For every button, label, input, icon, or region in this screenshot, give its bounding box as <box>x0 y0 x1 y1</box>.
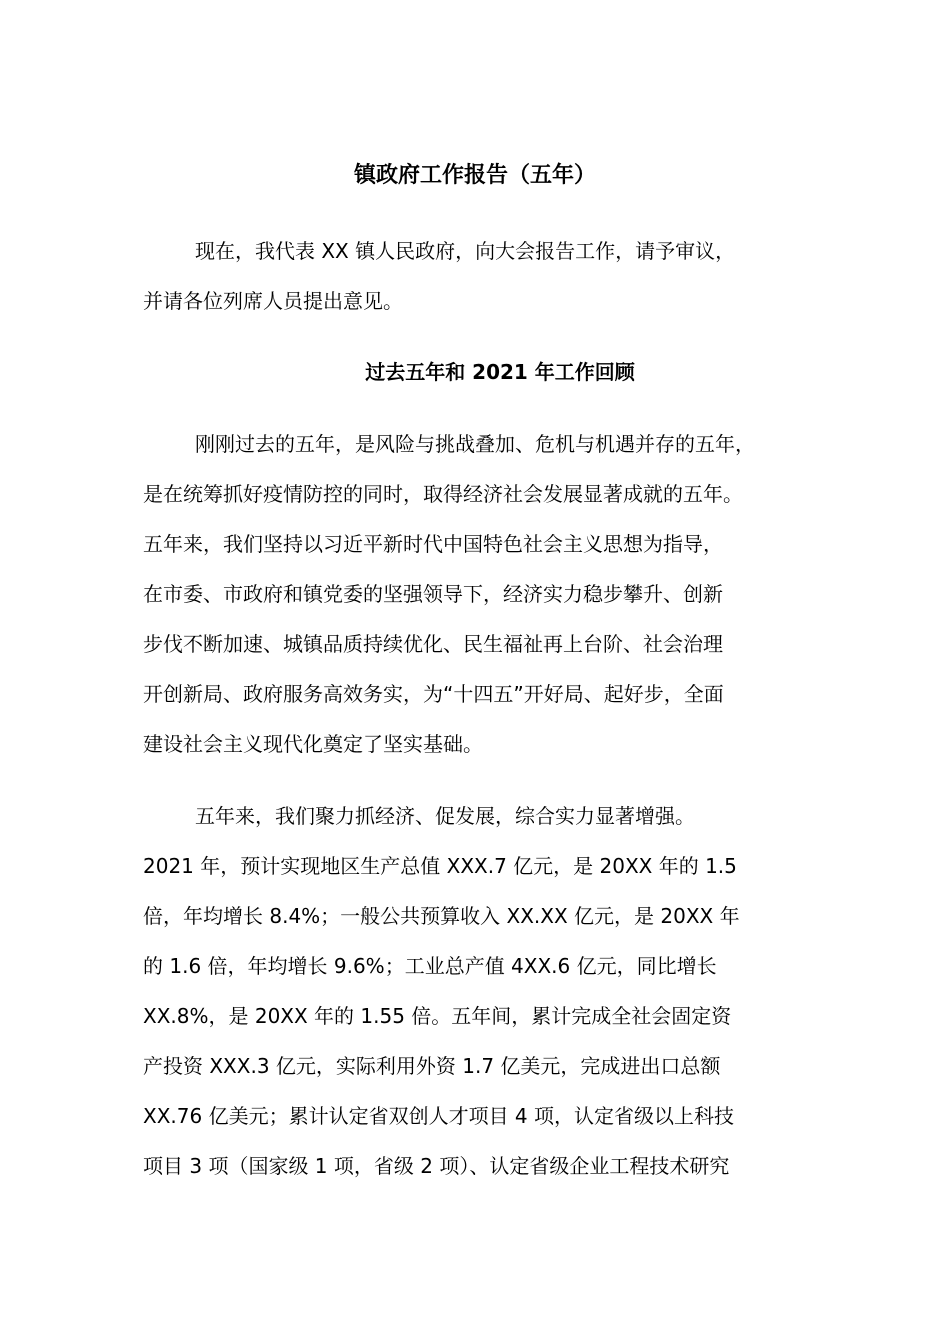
paragraph-line: 并请各位列席人员提出意见。 <box>143 289 403 313</box>
paragraph-line: 项目 3 项（国家级 1 项，省级 2 项）、认定省级企业工程技术研究 <box>143 1154 730 1178</box>
paragraph-line: 产投资 XXX.3 亿元，实际利用外资 1.7 亿美元，完成进出口总额 <box>143 1054 721 1078</box>
section-heading: 过去五年和 2021 年工作回顾 <box>365 360 635 384</box>
paragraph-line: XX.76 亿美元；累计认定省双创人才项目 4 项，认定省级以上科技 <box>143 1104 735 1128</box>
paragraph-review <box>143 419 823 769</box>
paragraph-line: 五年来，我们聚力抓经济、促发展，综合实力显著增强。 <box>195 804 695 828</box>
paragraph-line: 刚刚过去的五年，是风险与挑战叠加、危机与机遇并存的五年， <box>195 432 755 456</box>
paragraph-line: XX.8%，是 20XX 年的 1.55 倍。五年间，累计完成全社会固定资 <box>143 1004 732 1028</box>
document-title: 镇政府工作报告（五年） <box>353 163 596 188</box>
paragraph-line: 步伐不断加速、城镇品质持续优化、民生福祉再上台阶、社会治理 <box>143 632 723 656</box>
paragraph-line: 建设社会主义现代化奠定了坚实基础。 <box>143 732 483 756</box>
paragraph-economy <box>143 791 823 1191</box>
paragraph-line: 开创新局、政府服务高效务实，为“十四五”开好局、起好步，全面 <box>143 682 724 706</box>
paragraph-intro <box>143 226 823 326</box>
paragraph-line: 五年来，我们坚持以习近平新时代中国特色社会主义思想为指导， <box>143 532 723 556</box>
paragraph-line: 现在，我代表 XX 镇人民政府，向大会报告工作，请予审议， <box>195 239 736 263</box>
paragraph-line: 2021 年，预计实现地区生产总值 XXX.7 亿元，是 20XX 年的 1.5 <box>143 854 737 878</box>
paragraph-line: 在市委、市政府和镇党委的坚强领导下，经济实力稳步攀升、创新 <box>143 582 723 606</box>
paragraph-line: 倍，年均增长 8.4%；一般公共预算收入 XX.XX 亿元，是 20XX 年 <box>143 904 740 928</box>
paragraph-line: 是在统筹抓好疫情防控的同时，取得经济社会发展显著成就的五年。 <box>143 482 743 506</box>
paragraph-line: 的 1.6 倍，年均增长 9.6%；工业总产值 4XX.6 亿元，同比增长 <box>143 954 717 978</box>
